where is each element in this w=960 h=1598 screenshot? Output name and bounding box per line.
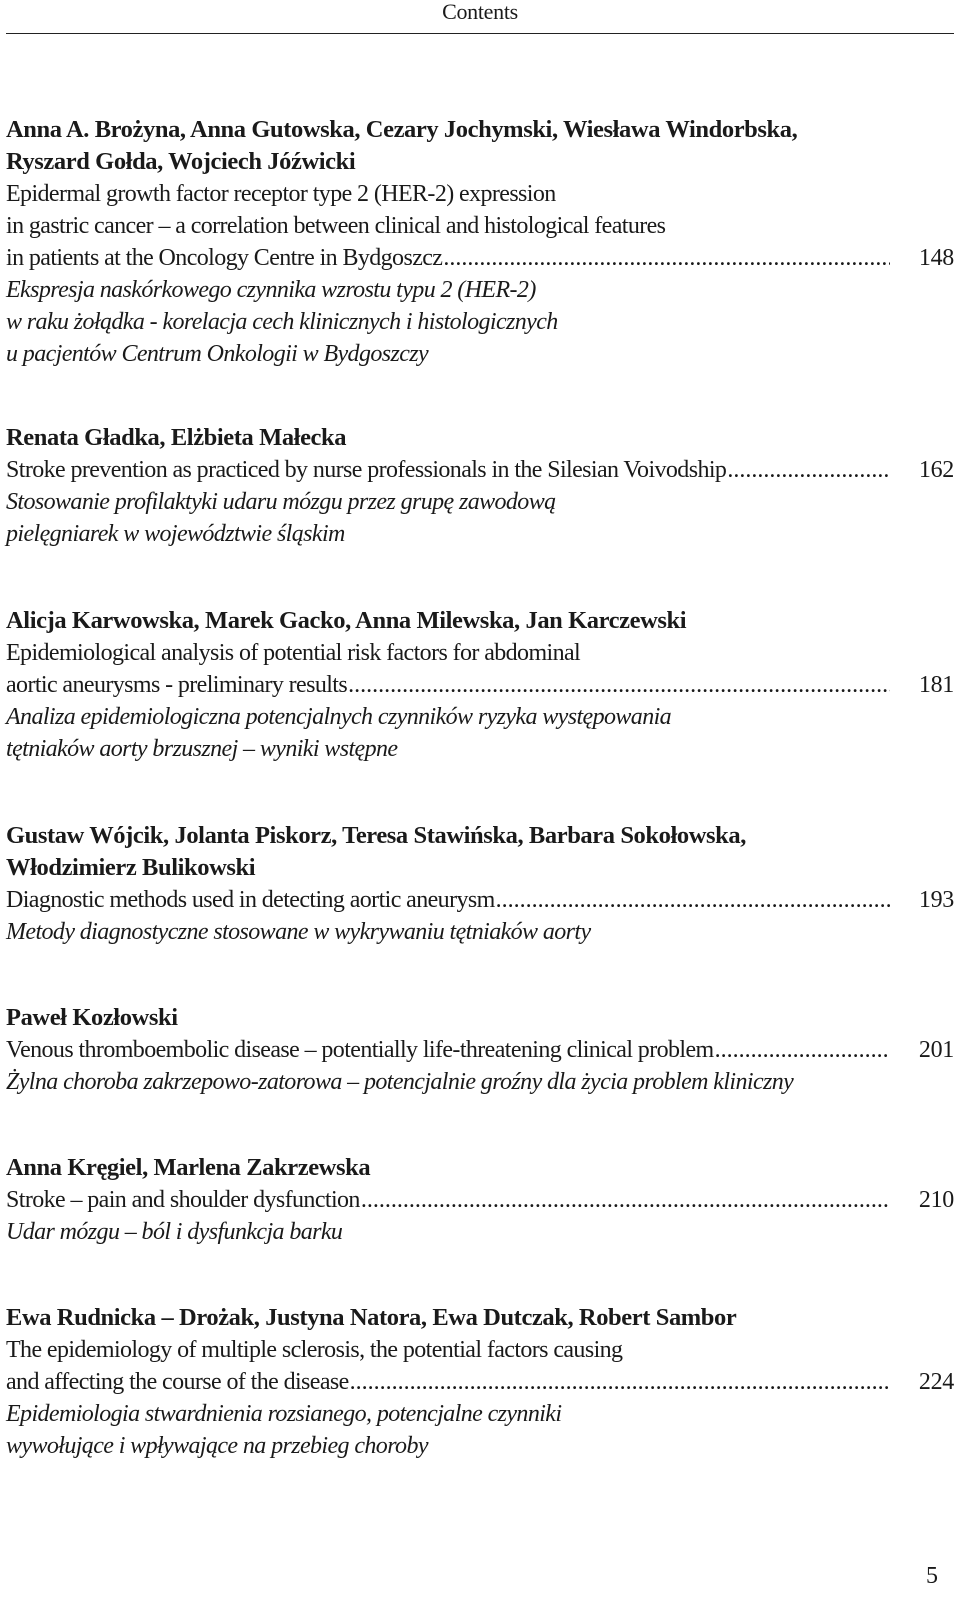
entry-title: [6, 454, 954, 486]
page-number[interactable]: 162: [918, 457, 954, 483]
entry-authors: [6, 1152, 954, 1184]
polish-line: wywołujące i wpływające na przebieg choroby: [6, 1433, 428, 1459]
dot-leader: [727, 454, 890, 486]
entry-title: [6, 637, 954, 701]
entry-title: [6, 884, 954, 916]
author-line: Renata Gładka, Elżbieta Małecka: [6, 424, 347, 451]
toc-entry: [6, 422, 954, 550]
entry-authors: [6, 114, 954, 178]
page-number[interactable]: 210: [918, 1187, 954, 1213]
title-last-line[interactable]: [6, 1366, 954, 1398]
title-line: Stroke – pain and shoulder dysfunction: [6, 1187, 360, 1213]
entry-polish-title: [6, 1398, 954, 1462]
title-line: and affecting the course of the disease: [6, 1369, 349, 1395]
toc-entry: [6, 605, 954, 765]
title-line: Diagnostic methods used in detecting aortic aneurysm: [6, 887, 495, 913]
entry-polish-title: [6, 274, 954, 370]
polish-line: pielęgniarek w województwie śląskim: [6, 521, 345, 547]
title-line: The epidemiology of multiple sclerosis, the potential factors causing: [6, 1337, 623, 1363]
title-line: Venous thromboembolic disease – potentially life-threatening clinical problem: [6, 1037, 714, 1063]
entry-authors: [6, 422, 954, 454]
polish-line: Stosowanie profilaktyki udaru mózgu przez grupę zawodową: [6, 489, 556, 515]
author-line: Anna Kręgiel, Marlena Zakrzewska: [6, 1154, 371, 1181]
title-last-line[interactable]: [6, 454, 954, 486]
author-line: Włodzimierz Bulikowski: [6, 854, 256, 881]
entry-title: [6, 1034, 954, 1066]
author-line: Gustaw Wójcik, Jolanta Piskorz, Teresa Stawińska, Barbara Sokołowska,: [6, 822, 746, 849]
page-number[interactable]: 224: [918, 1369, 954, 1395]
dot-leader: [715, 1034, 890, 1066]
title-last-line[interactable]: [6, 1184, 954, 1216]
entry-polish-title: [6, 486, 954, 550]
entry-title: [6, 178, 954, 274]
title-line: in patients at the Oncology Centre in Bydgoszcz: [6, 245, 443, 271]
dot-leader: [350, 1366, 890, 1398]
entry-polish-title: [6, 1066, 954, 1098]
author-line: Anna A. Brożyna, Anna Gutowska, Cezary Jochymski, Wiesława Windorbska,: [6, 116, 798, 143]
title-line: Epidemiological analysis of potential risk factors for abdominal: [6, 640, 581, 666]
polish-line: u pacjentów Centrum Onkologii w Bydgoszczy: [6, 341, 429, 367]
title-line: Stroke prevention as practiced by nurse professionals in the Silesian Voivodship: [6, 457, 727, 483]
polish-line: Udar mózgu – ból i dysfunkcja barku: [6, 1219, 343, 1245]
title-line: Epidermal growth factor receptor type 2 (HER-2) expression: [6, 181, 556, 207]
polish-line: Ekspresja naskórkowego czynnika wzrostu typu 2 (HER-2): [6, 277, 536, 303]
entry-authors: [6, 820, 954, 884]
toc-entry: [6, 1152, 954, 1248]
polish-line: tętniaków aorty brzusznej – wyniki wstępne: [6, 736, 398, 762]
title-last-line[interactable]: [6, 242, 954, 274]
page-number[interactable]: 201: [918, 1037, 954, 1063]
title-last-line[interactable]: [6, 669, 954, 701]
entry-authors: [6, 605, 954, 637]
page-number[interactable]: 193: [918, 887, 954, 913]
entry-authors: [6, 1302, 954, 1334]
page-number[interactable]: 148: [918, 245, 954, 271]
toc-entry: [6, 1002, 954, 1098]
polish-line: Żylna choroba zakrzepowo-zatorowa – potencjalnie groźny dla życia problem kliniczny: [6, 1069, 794, 1095]
title-line: aortic aneurysms - preliminary results: [6, 672, 348, 698]
dot-leader: [348, 669, 890, 701]
dot-leader: [361, 1184, 890, 1216]
entry-authors: [6, 1002, 954, 1034]
dot-leader: [496, 884, 890, 916]
dot-leader: [443, 242, 890, 274]
entry-title: [6, 1184, 954, 1216]
running-head: Contents: [442, 0, 518, 24]
header-rule: [6, 33, 954, 34]
title-last-line[interactable]: [6, 1034, 954, 1066]
toc-entry: [6, 820, 954, 948]
toc-entry: [6, 1302, 954, 1462]
toc-entry: [6, 114, 954, 370]
title-line: in gastric cancer – a correlation between clinical and histological features: [6, 213, 666, 239]
polish-line: Metody diagnostyczne stosowane w wykrywaniu tętniaków aorty: [6, 919, 591, 945]
title-last-line[interactable]: [6, 884, 954, 916]
page-number[interactable]: 181: [918, 672, 954, 698]
polish-line: Analiza epidemiologiczna potencjalnych czynników ryzyka występowania: [6, 704, 672, 730]
author-line: Paweł Kozłowski: [6, 1004, 178, 1031]
polish-line: w raku żołądka - korelacja cech klinicznych i histologicznych: [6, 309, 558, 335]
author-line: Ewa Rudnicka – Drożak, Justyna Natora, Ewa Dutczak, Robert Sambor: [6, 1304, 737, 1331]
author-line: Alicja Karwowska, Marek Gacko, Anna Milewska, Jan Karczewski: [6, 607, 687, 634]
polish-line: Epidemiologia stwardnienia rozsianego, potencjalne czynniki: [6, 1401, 562, 1427]
entry-polish-title: [6, 916, 954, 948]
author-line: Ryszard Gołda, Wojciech Jóźwicki: [6, 148, 356, 175]
folio-page-number: 5: [926, 1563, 938, 1589]
entry-title: [6, 1334, 954, 1398]
entry-polish-title: [6, 1216, 954, 1248]
entry-polish-title: [6, 701, 954, 765]
